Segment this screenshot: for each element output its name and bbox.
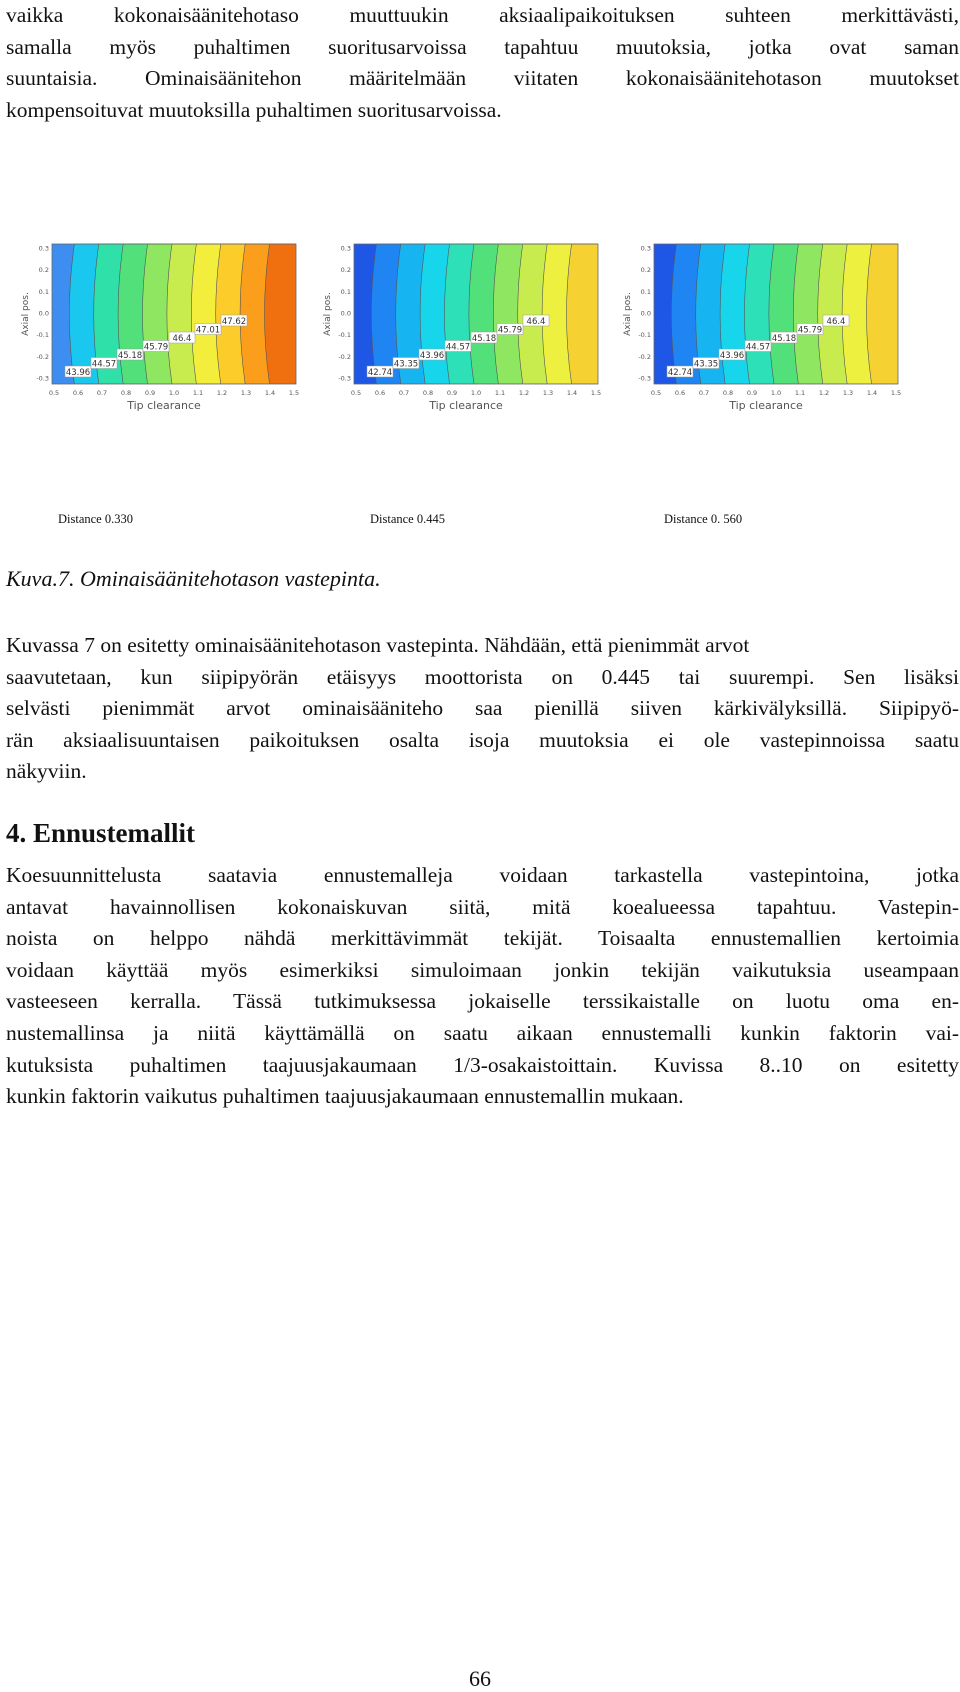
intro-paragraph <box>6 0 959 126</box>
x-tick-label: 0.7 <box>96 389 108 397</box>
x-tick-label: 1.2 <box>518 389 530 397</box>
contour-label <box>771 332 797 344</box>
x-tick-label: 0.8 <box>722 389 734 397</box>
y-tick-label: 0.1 <box>340 287 351 296</box>
y-tick-label: -0.2 <box>338 352 351 361</box>
x-tick-label: 1.3 <box>842 389 854 397</box>
y-tick-label: 0.3 <box>38 244 49 253</box>
x-tick-label: 0.5 <box>48 389 60 397</box>
body-line: selvästi pienimmät arvot ominaisääniteho saa pienillä siiven kärkivälyksillä. Siipipyö- <box>6 696 959 721</box>
x-tick-label: 1.5 <box>590 389 602 397</box>
y-tick-label: -0.2 <box>638 352 651 361</box>
body-paragraph-3 <box>6 860 959 1113</box>
body-line: noista on helppo nähdä merkittävimmät tekijät. Toisaalta ennustemallien kertoimia <box>6 926 959 951</box>
y-tick-label: -0.1 <box>338 331 351 340</box>
x-tick-label: 1.0 <box>770 389 782 397</box>
body-line: voidaan käyttää myös esimerkiksi simuloimaan jonkin tekijän vaikutuksia useampaan <box>6 957 959 982</box>
contour-label <box>143 341 169 353</box>
x-tick-label: 0.9 <box>446 389 458 397</box>
contour-label-text: 45.79 <box>497 325 523 336</box>
y-tick-label: -0.2 <box>36 352 49 361</box>
y-tick-label: 0.0 <box>640 309 651 318</box>
y-tick-label: 0.3 <box>640 244 651 253</box>
contour-label <box>195 324 221 336</box>
contour-label-text: 46.4 <box>526 317 546 327</box>
x-tick-label: 1.0 <box>168 389 180 397</box>
contour-label <box>445 341 471 353</box>
contour-label-text: 45.79 <box>143 342 169 353</box>
section-heading: 4. Ennustemallit <box>6 818 196 848</box>
x-tick-label: 0.7 <box>698 389 710 397</box>
x-tick-label: 0.8 <box>120 389 132 397</box>
body-line: vasteeseen kerralla. Tässä tutkimuksessa jokaiselle terssikaistalle on luotu oma en- <box>6 989 959 1014</box>
body-line: kunkin faktorin vaikutus puhaltimen taajuusjakaumaan ennustemallin mukaan. <box>6 1084 684 1109</box>
y-axis-label: Axial pos. <box>623 292 633 336</box>
figure-caption: Kuva.7. Ominaisäänitehotason vastepinta. <box>6 566 381 591</box>
y-tick-label: -0.1 <box>36 331 49 340</box>
x-tick-label: 0.6 <box>674 389 686 397</box>
contour-label <box>719 349 745 361</box>
x-tick-label: 1.2 <box>818 389 830 397</box>
distance-label-1: Distance 0.330 <box>58 512 133 526</box>
contour-plot-2 <box>316 242 616 428</box>
body-line: saavutetaan, kun siipipyörän etäisyys moottorista on 0.445 tai suurempi. Sen lisäksi <box>6 664 959 689</box>
x-axis-label: Tip clearance <box>127 399 201 412</box>
page-number: 66 <box>469 1666 491 1691</box>
contour-svg <box>616 242 916 428</box>
x-tick-label: 1.1 <box>494 389 506 397</box>
contour-label <box>823 315 849 327</box>
x-tick-label: 1.3 <box>542 389 554 397</box>
y-tick-label: 0.2 <box>640 266 651 275</box>
body-line: kutuksista puhaltimen taajuusjakaumaan 1/3-osakaistoittain. Kuvissa 8..10 on esitetty <box>6 1052 959 1077</box>
y-tick-label: 0.0 <box>38 309 49 318</box>
x-tick-label: 0.6 <box>374 389 386 397</box>
body-line: nustemallinsa ja niitä käyttämällä on saatu aikaan ennustemalli kunkin faktorin vai- <box>6 1020 959 1045</box>
contour-label-text: 44.57 <box>445 342 471 353</box>
contour-plot-3 <box>616 242 916 428</box>
x-tick-label: 1.0 <box>470 389 482 397</box>
contour-svg <box>316 242 616 428</box>
contour-label-text: 46.4 <box>172 334 192 344</box>
x-tick-label: 1.4 <box>264 389 276 397</box>
x-tick-label: 1.5 <box>890 389 902 397</box>
contour-label-text: 43.35 <box>393 359 419 370</box>
contour-label <box>497 324 523 336</box>
body-line: rän aksiaalisuuntaisen paikoituksen osalta isoja muutoksia ei ole vastepinnoissa saatu <box>6 727 959 752</box>
body-line: Kuvassa 7 on esitetty ominaisäänitehotason vastepinta. Nähdään, että pienimmät arvot <box>6 633 750 657</box>
contour-plot-1 <box>14 242 314 428</box>
intro-line: suuntaisia. Ominaisäänitehon määritelmään viitaten kokonaisäänitehotason muutokset <box>6 66 959 91</box>
y-tick-label: -0.3 <box>36 374 49 383</box>
body-line: näkyviin. <box>6 759 87 784</box>
distance-label-3: Distance 0. 560 <box>664 512 743 526</box>
y-tick-label: 0.1 <box>640 287 651 296</box>
contour-label-text: 47.62 <box>221 317 247 327</box>
x-axis-label: Tip clearance <box>729 399 803 412</box>
y-tick-label: 0.2 <box>340 266 351 275</box>
y-tick-label: -0.3 <box>338 374 351 383</box>
contour-label-text: 43.96 <box>65 368 91 378</box>
contour-label-text: 45.18 <box>771 334 797 344</box>
contour-label <box>65 366 91 378</box>
contour-label <box>91 358 117 370</box>
contour-label <box>393 358 419 370</box>
x-tick-label: 1.1 <box>794 389 806 397</box>
contour-label <box>797 324 823 336</box>
body-line: antavat havainnollisen kokonaiskuvan siitä, mitä koealueessa tapahtuu. Vastepin- <box>6 894 959 919</box>
body-paragraph-2 <box>6 630 959 788</box>
y-axis-label: Axial pos. <box>323 292 333 336</box>
contour-label-text: 45.18 <box>117 351 143 361</box>
x-tick-label: 1.4 <box>866 389 878 397</box>
intro-line: vaikka kokonaisäänitehotaso muuttuukin aksiaalipaikoituksen suhteen merkittävästi, <box>6 3 959 27</box>
contour-label <box>221 315 247 327</box>
body-line: Koesuunnittelusta saatavia ennustemalleja voidaan tarkastella vastepintoina, jotka <box>6 863 959 887</box>
contour-label <box>367 366 393 378</box>
contour-label <box>117 349 143 361</box>
x-tick-label: 1.5 <box>288 389 300 397</box>
y-tick-label: -0.1 <box>638 331 651 340</box>
x-tick-label: 0.9 <box>746 389 758 397</box>
x-axis-label: Tip clearance <box>429 399 503 412</box>
x-tick-label: 0.8 <box>422 389 434 397</box>
contour-label-text: 43.96 <box>419 351 445 361</box>
contour-label <box>745 341 771 353</box>
figure-contour-plots <box>0 242 960 428</box>
y-axis-label: Axial pos. <box>21 292 31 336</box>
y-tick-label: 0.2 <box>38 266 49 275</box>
contour-label-text: 42.74 <box>367 368 393 378</box>
x-tick-label: 1.2 <box>216 389 228 397</box>
intro-line: samalla myös puhaltimen suoritusarvoissa tapahtuu muutoksia, jotka ovat saman <box>6 34 959 59</box>
contour-label-text: 42.74 <box>667 368 693 378</box>
contour-label-text: 44.57 <box>745 342 771 353</box>
contour-label <box>523 315 549 327</box>
x-tick-label: 1.1 <box>192 389 204 397</box>
x-tick-label: 1.4 <box>566 389 578 397</box>
x-tick-label: 1.3 <box>240 389 252 397</box>
contour-label <box>693 358 719 370</box>
y-tick-label: 0.0 <box>340 309 351 318</box>
y-tick-label: 0.1 <box>38 287 49 296</box>
y-tick-label: 0.3 <box>340 244 351 253</box>
x-tick-label: 0.7 <box>398 389 410 397</box>
contour-label-text: 47.01 <box>195 325 221 336</box>
contour-label-text: 45.18 <box>471 334 497 344</box>
contour-label-text: 44.57 <box>91 359 117 370</box>
contour-svg <box>14 242 314 428</box>
contour-label-text: 43.96 <box>719 351 745 361</box>
y-tick-label: -0.3 <box>638 374 651 383</box>
contour-label <box>419 349 445 361</box>
x-tick-label: 0.5 <box>650 389 662 397</box>
contour-label <box>667 366 693 378</box>
contour-label <box>169 332 195 344</box>
contour-label-text: 45.79 <box>797 325 823 336</box>
contour-label-text: 43.35 <box>693 359 719 370</box>
x-tick-label: 0.5 <box>350 389 362 397</box>
contour-label <box>471 332 497 344</box>
contour-label-text: 46.4 <box>826 317 846 327</box>
x-tick-label: 0.6 <box>72 389 84 397</box>
x-tick-label: 0.9 <box>144 389 156 397</box>
intro-line: kompensoituvat muutoksilla puhaltimen suoritusarvoissa. <box>6 97 502 122</box>
distance-label-2: Distance 0.445 <box>370 512 445 526</box>
